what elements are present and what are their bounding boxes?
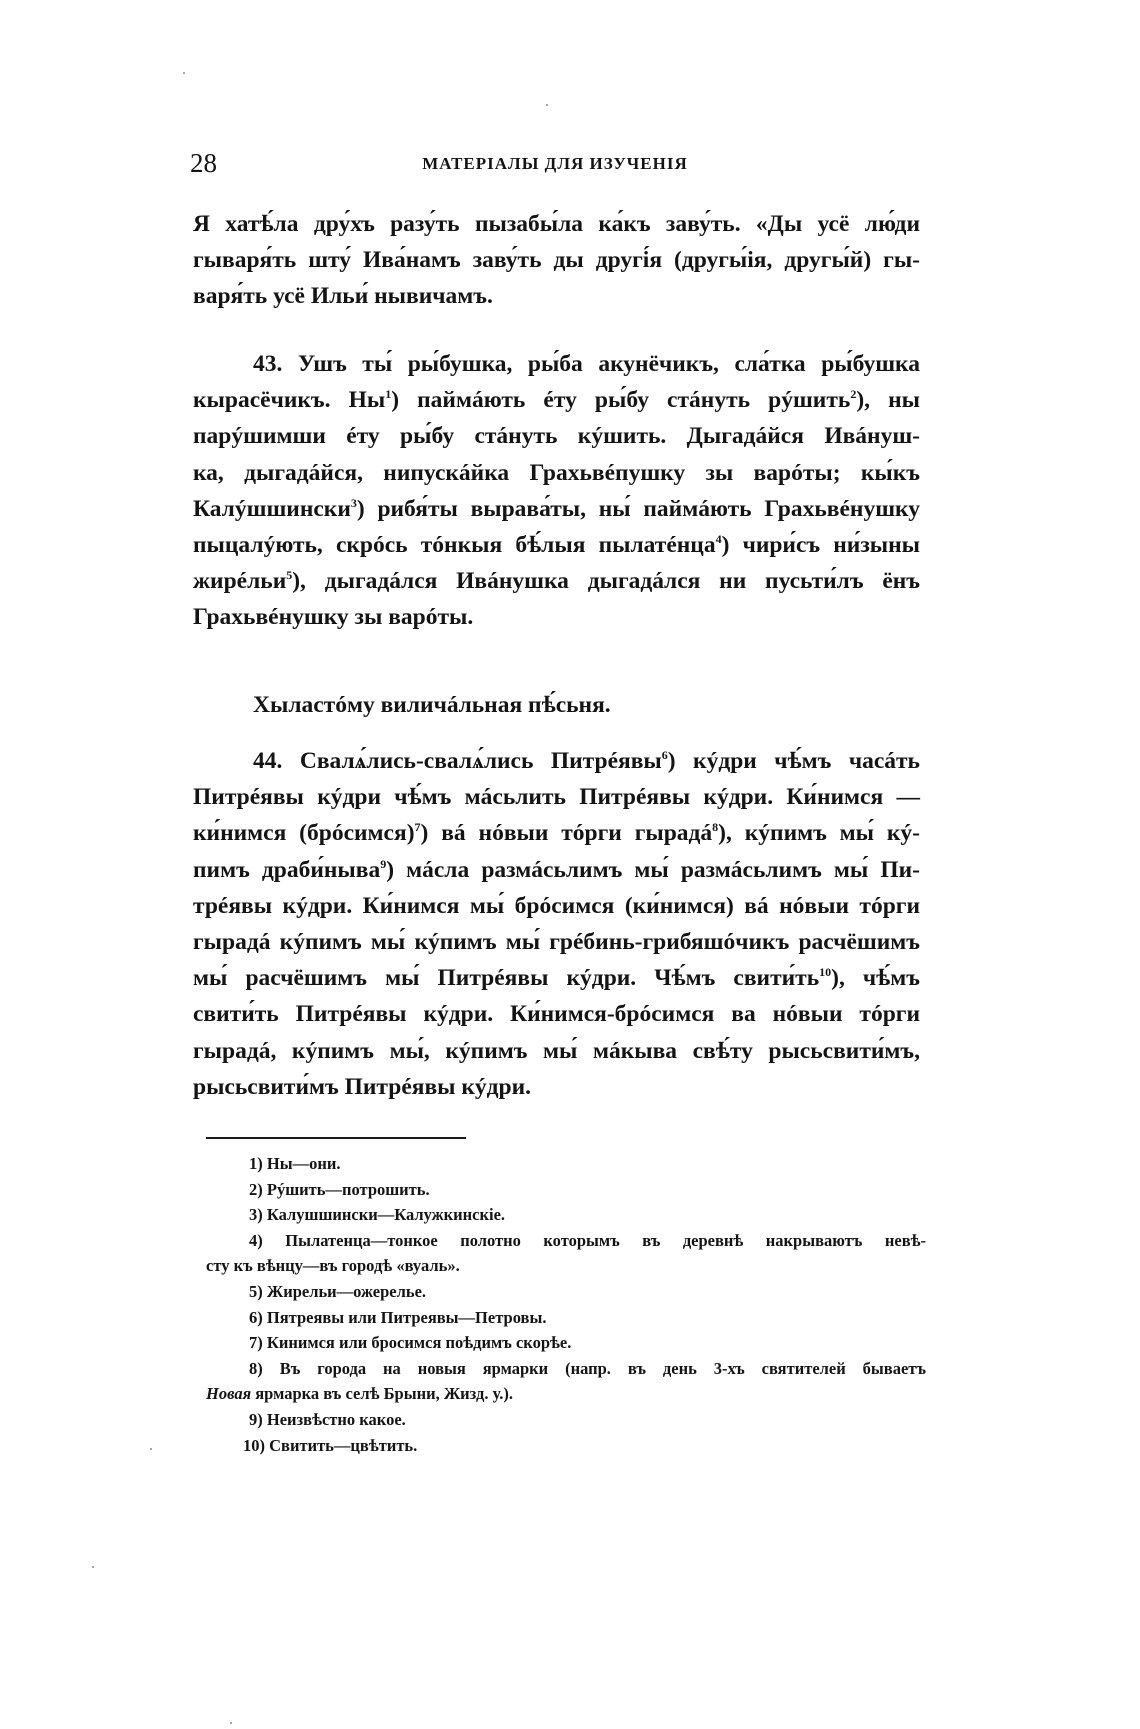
footnote-ref[interactable]: 2 [850, 387, 857, 402]
text-line: Грахьвéнушку зы варóты. [193, 604, 474, 631]
text-line: ки́нимся (брóсимся)$^7$) вá нóвыи тóрги гырадá$^8$), кýпимъ мы́ кý- [193, 820, 921, 847]
footnote-ref[interactable]: 9 [380, 856, 387, 871]
footnote-ref[interactable]: 7 [414, 820, 421, 835]
footnote-ref[interactable]: 6 [661, 748, 668, 762]
footnote-1: 1) Ны—они. [249, 1154, 341, 1173]
paragraph-43 [193, 346, 920, 636]
text-line: гырадá кýпимъ мы́ кýпимъ мы́ грéбинь-грибяшóчикъ расчёшимъ [193, 928, 920, 955]
scan-speck [150, 1448, 152, 1450]
footnote-2: 2) Рýшить—потрошить. [249, 1179, 430, 1199]
footnote-4: 4) Пылатенца—тонкое полотно которымъ въ деревнѣ накрываютъ невѣ- [249, 1230, 926, 1250]
text-line: свити́ть Питрéявы кýдри. Ки́нимся-брóсимся ва нóвыи тóрги [193, 1001, 920, 1028]
footnote-8: 8) Въ города на новыя ярмарки (напр. въ день 3-хъ святителей бываетъ [249, 1358, 927, 1378]
text-line: рысьсвити́мъ Питрéявы кýдри. [193, 1073, 532, 1100]
paragraph-number: 43. [253, 351, 283, 377]
running-title: МАТЕРІАЛЫ ДЛЯ ИЗУЧЕНІЯ [422, 154, 688, 173]
footnote-10: 10) Свитить—цвѣтить. [243, 1435, 418, 1455]
text-line: гырадá, кýпимъ мы́, кýпимъ мы́ мáкыва свѣ́ту рысьсвити́мъ, [193, 1037, 920, 1064]
text-line: Питрéявы кýдри чѣ́мъ мáсьлить Питрéявы кýдри. Ки́нимся — [193, 784, 920, 811]
footnote-divider [206, 1137, 466, 1139]
text-line: трéявы кýдри. Ки́нимся мы́ брóсимся (ки́нимся) вá нóвыи тóрги [193, 892, 920, 919]
paragraph-number: 44. [253, 748, 283, 774]
footnote-4-continuation: сту къ вѣнцу—въ городѣ «вуаль». [206, 1256, 460, 1276]
text-line: пыцалýють, скрóсь тóнкыя бѣ́лыя пылатéнца$^4$) чири́съ ни́зыны [193, 531, 920, 558]
footnote-ref[interactable]: 8 [712, 820, 719, 835]
text-line: пимъ драби́нывa$^9$) мáсла размáсьлимъ мы́ размáсьлимъ мы́ Пи- [193, 856, 920, 883]
footnote-8-continuation: Новая ярмарка въ селѣ Брыни, Жизд. у.). [206, 1384, 513, 1404]
text-line: ка, дыгадáйся, нипускáйка Грахьвéпушку зы варóты; кы́къ [193, 459, 920, 486]
text-line: 43. Ушъ ты́ ры́бушка, ры́ба акунёчикъ, сла́тка ры́бушка [253, 351, 920, 377]
footnote-ref[interactable]: 1 [385, 387, 392, 402]
footnote-3: 3) Калушшински—Калужкинскіе. [249, 1205, 506, 1225]
footnote-9: 9) Неизвѣстно какое. [249, 1409, 406, 1429]
footnote-6: 6) Пятреявы или Питреявы—Петровы. [249, 1307, 547, 1327]
paragraph-intro [193, 206, 920, 315]
footnotes [206, 1151, 926, 1458]
text-line: варя́ть усё Ильи́ нывичамъ. [193, 283, 493, 310]
text-line: жирéльи$^5$), дыгадáлся Ивáнушка дыгадáлся ни пусьти́лъ ёнъ [193, 568, 920, 595]
text-line: парýшимши éту ры́бу стáнуть кýшить. Дыгадáйся Ивáнуш- [193, 423, 920, 450]
text-line: Я хатѣ́ла дру́хъ разу́ть пызабы́ла ка́къ заву́ть. «Ды усё лю́ди [193, 211, 920, 237]
song-heading: Хыластóму виличáльная пѣ́сьня. [253, 692, 611, 718]
text-line: 44. Свалѧ́лись-свалѧ́лись Питрéявы$^6$) кýдри чѣ́мъ часáть [253, 748, 920, 774]
scan-speck [230, 1722, 232, 1724]
text-line: гывaря́ть шту́ Ива́намъ заву́ть ды другі́я (другы́ія, другы́й) гы- [193, 247, 920, 274]
footnote-ref[interactable]: 10 [819, 965, 832, 980]
footnote-ref[interactable]: 5 [286, 568, 293, 583]
text-line: Калýшшински$^3$) рибя́ты вырава́ты, ны́ паймáють Грахьвéнушку [193, 495, 920, 522]
paragraph-44 [193, 743, 920, 1105]
scan-speck [546, 104, 548, 106]
text-line: мы́ расчёшимъ мы́ Питрéявы кýдри. Чѣ́мъ $свити́ть^{10}$), чѣ́мъ [193, 965, 920, 992]
footnote-ref[interactable]: 4 [715, 531, 722, 546]
scan-speck [183, 72, 185, 74]
footnote-7: 7) Кинимся или бросимся поѣдимъ скорѣе. [249, 1333, 572, 1353]
page-number: 28 [190, 148, 217, 178]
footnote-5: 5) Жирельи—ожерелье. [249, 1281, 427, 1301]
footnote-ref[interactable]: 3 [350, 495, 357, 510]
scan-speck [92, 1566, 94, 1568]
text-line: кырасёчикъ. $Ны^1$) паймáють éту ры́бу стáнуть рýшить$^2$), ны [193, 387, 920, 414]
running-head [190, 148, 920, 182]
